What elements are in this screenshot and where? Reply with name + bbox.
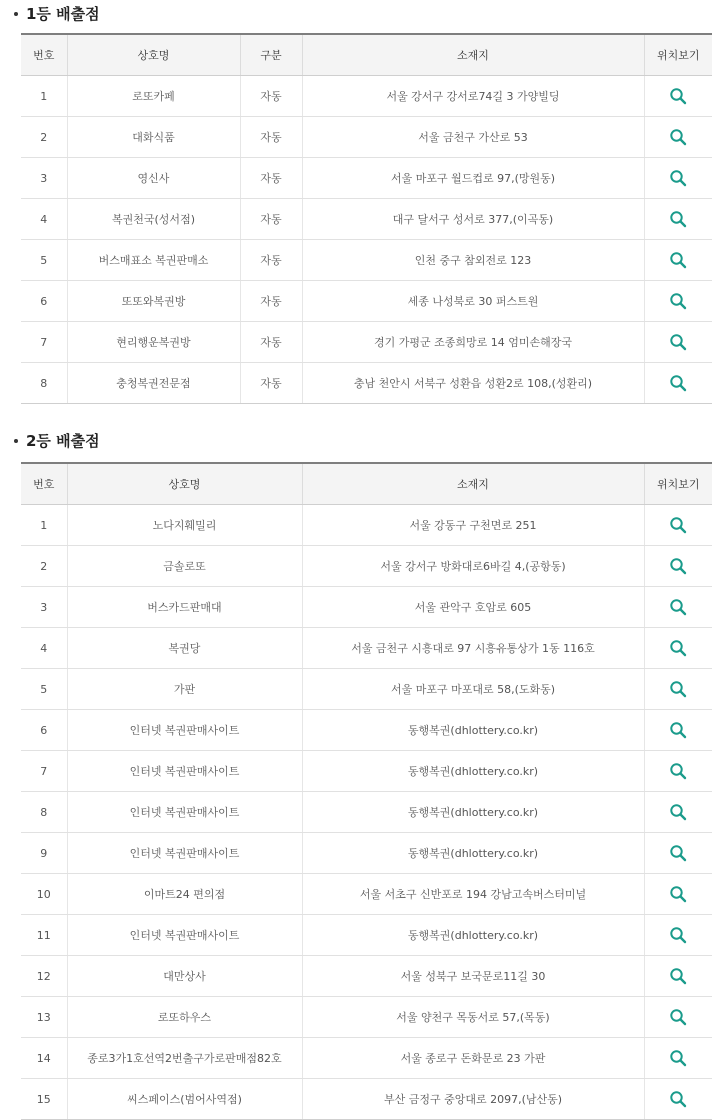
cell-location [644, 1079, 712, 1120]
table-row [21, 915, 712, 956]
cell-address: 인천 중구 참외전로 123 [302, 240, 644, 281]
table-header-row [21, 34, 712, 76]
header-address: 소재지 [302, 463, 644, 505]
cell-name: 인터넷 복권판매사이트 [67, 792, 302, 833]
cell-name: 버스매표소 복권판매소 [67, 240, 240, 281]
cell-no: 1 [21, 505, 67, 546]
cell-no: 4 [21, 199, 67, 240]
cell-name: 인터넷 복권판매사이트 [67, 751, 302, 792]
cell-location [644, 751, 712, 792]
cell-address: 서울 마포구 마포대로 58,(도화동) [302, 669, 644, 710]
cell-address: 서울 관악구 호암로 605 [302, 587, 644, 628]
table-row [21, 117, 712, 158]
cell-name: 인터넷 복권판매사이트 [67, 710, 302, 751]
header-no: 번호 [21, 463, 67, 505]
table-row [21, 792, 712, 833]
cell-type: 자동 [240, 76, 302, 117]
cell-address: 동행복권(dhlottery.co.kr) [302, 751, 644, 792]
cell-address: 서울 강동구 구천면로 251 [302, 505, 644, 546]
search-icon[interactable] [669, 885, 687, 903]
table-row [21, 76, 712, 117]
cell-location [644, 240, 712, 281]
cell-address: 충남 천안시 서북구 성환읍 성환2로 108,(성환리) [302, 363, 644, 404]
cell-type: 자동 [240, 281, 302, 322]
table-row [21, 322, 712, 363]
search-icon[interactable] [669, 598, 687, 616]
cell-name: 로또카페 [67, 76, 240, 117]
cell-type: 자동 [240, 240, 302, 281]
cell-address: 서울 양천구 목동서로 57,(목동) [302, 997, 644, 1038]
cell-no: 14 [21, 1038, 67, 1079]
second-prize-table [21, 462, 712, 1120]
cell-address: 서울 서초구 신반포로 194 강남고속버스터미널 [302, 874, 644, 915]
search-icon[interactable] [669, 1008, 687, 1026]
cell-location [644, 628, 712, 669]
search-icon[interactable] [669, 516, 687, 534]
search-icon[interactable] [669, 374, 687, 392]
cell-no: 7 [21, 322, 67, 363]
header-location: 위치보기 [644, 463, 712, 505]
cell-address: 동행복권(dhlottery.co.kr) [302, 792, 644, 833]
table-row [21, 1079, 712, 1120]
cell-no: 2 [21, 546, 67, 587]
cell-location [644, 76, 712, 117]
cell-type: 자동 [240, 363, 302, 404]
table-header-row [21, 463, 712, 505]
search-icon[interactable] [669, 926, 687, 944]
header-type: 구분 [240, 34, 302, 76]
cell-address: 경기 가평군 조종희망로 14 엄미손해장국 [302, 322, 644, 363]
cell-no: 4 [21, 628, 67, 669]
cell-name: 씨스페이스(범어사역점) [67, 1079, 302, 1120]
cell-type: 자동 [240, 322, 302, 363]
table-row [21, 363, 712, 404]
cell-name: 복권당 [67, 628, 302, 669]
cell-address: 동행복권(dhlottery.co.kr) [302, 710, 644, 751]
table-row [21, 874, 712, 915]
cell-name: 또또와복권방 [67, 281, 240, 322]
search-icon[interactable] [669, 557, 687, 575]
cell-no: 7 [21, 751, 67, 792]
cell-no: 8 [21, 792, 67, 833]
table-row [21, 505, 712, 546]
cell-no: 6 [21, 710, 67, 751]
cell-type: 자동 [240, 117, 302, 158]
search-icon[interactable] [669, 762, 687, 780]
cell-location [644, 322, 712, 363]
search-icon[interactable] [669, 210, 687, 228]
section-title-text: 1등 배출점 [26, 5, 100, 23]
cell-type: 자동 [240, 158, 302, 199]
search-icon[interactable] [669, 1049, 687, 1067]
cell-name: 영신사 [67, 158, 240, 199]
cell-name: 대화식품 [67, 117, 240, 158]
header-name: 상호명 [67, 34, 240, 76]
cell-location [644, 158, 712, 199]
cell-address: 서울 종로구 돈화문로 23 가판 [302, 1038, 644, 1079]
header-no: 번호 [21, 34, 67, 76]
cell-no: 5 [21, 240, 67, 281]
cell-no: 3 [21, 158, 67, 199]
section-title-second-prize [14, 430, 100, 451]
table-row [21, 281, 712, 322]
cell-name: 종로3가1호선역2번출구가로판매점82호 [67, 1038, 302, 1079]
table-row [21, 669, 712, 710]
header-location: 위치보기 [644, 34, 712, 76]
table-row [21, 833, 712, 874]
cell-location [644, 874, 712, 915]
cell-address: 서울 마포구 월드컵로 97,(망원동) [302, 158, 644, 199]
cell-location [644, 1038, 712, 1079]
table-row [21, 240, 712, 281]
cell-location [644, 792, 712, 833]
cell-name: 금솔로또 [67, 546, 302, 587]
cell-location [644, 669, 712, 710]
header-name: 상호명 [67, 463, 302, 505]
cell-no: 12 [21, 956, 67, 997]
cell-address: 서울 금천구 시흥대로 97 시흥유통상가 1동 116호 [302, 628, 644, 669]
header-address: 소재지 [302, 34, 644, 76]
cell-address: 서울 금천구 가산로 53 [302, 117, 644, 158]
cell-name: 노다지훼밀리 [67, 505, 302, 546]
cell-no: 5 [21, 669, 67, 710]
bullet-icon [14, 439, 18, 443]
cell-address: 세종 나성북로 30 퍼스트원 [302, 281, 644, 322]
cell-name: 복권천국(성서점) [67, 199, 240, 240]
cell-location [644, 546, 712, 587]
cell-name: 현리행운복권방 [67, 322, 240, 363]
cell-no: 1 [21, 76, 67, 117]
cell-no: 6 [21, 281, 67, 322]
table-row [21, 1038, 712, 1079]
search-icon[interactable] [669, 169, 687, 187]
cell-location [644, 997, 712, 1038]
cell-name: 인터넷 복권판매사이트 [67, 915, 302, 956]
cell-address: 서울 강서구 방화대로6바길 4,(공항동) [302, 546, 644, 587]
first-prize-table [21, 33, 712, 404]
cell-no: 8 [21, 363, 67, 404]
search-icon[interactable] [669, 251, 687, 269]
cell-address: 대구 달서구 성서로 377,(이곡동) [302, 199, 644, 240]
cell-location [644, 833, 712, 874]
cell-name: 대만상사 [67, 956, 302, 997]
cell-no: 9 [21, 833, 67, 874]
cell-no: 3 [21, 587, 67, 628]
cell-name: 로또하우스 [67, 997, 302, 1038]
section-title-first-prize [14, 3, 100, 24]
cell-location [644, 281, 712, 322]
search-icon[interactable] [669, 844, 687, 862]
search-icon[interactable] [669, 1090, 687, 1108]
cell-no: 13 [21, 997, 67, 1038]
cell-name: 인터넷 복권판매사이트 [67, 833, 302, 874]
cell-location [644, 117, 712, 158]
search-icon[interactable] [669, 803, 687, 821]
cell-no: 11 [21, 915, 67, 956]
table-row [21, 710, 712, 751]
table-row [21, 956, 712, 997]
table-row [21, 751, 712, 792]
cell-name: 가판 [67, 669, 302, 710]
table-row [21, 628, 712, 669]
cell-location [644, 363, 712, 404]
cell-address: 동행복권(dhlottery.co.kr) [302, 833, 644, 874]
cell-location [644, 199, 712, 240]
search-icon[interactable] [669, 87, 687, 105]
search-icon[interactable] [669, 680, 687, 698]
cell-name: 충청복권전문점 [67, 363, 240, 404]
section-title-text: 2등 배출점 [26, 432, 100, 450]
table-row [21, 997, 712, 1038]
cell-address: 부산 금정구 중앙대로 2097,(남산동) [302, 1079, 644, 1120]
table-row [21, 158, 712, 199]
table-row [21, 587, 712, 628]
cell-address: 동행복권(dhlottery.co.kr) [302, 915, 644, 956]
cell-location [644, 915, 712, 956]
cell-address: 서울 성북구 보국문로11길 30 [302, 956, 644, 997]
cell-location [644, 956, 712, 997]
search-icon[interactable] [669, 721, 687, 739]
search-icon[interactable] [669, 128, 687, 146]
cell-no: 2 [21, 117, 67, 158]
cell-no: 15 [21, 1079, 67, 1120]
cell-location [644, 587, 712, 628]
bullet-icon [14, 12, 18, 16]
cell-name: 버스카드판매대 [67, 587, 302, 628]
cell-location [644, 505, 712, 546]
search-icon[interactable] [669, 292, 687, 310]
cell-address: 서울 강서구 강서로74길 3 가양빌딩 [302, 76, 644, 117]
cell-no: 10 [21, 874, 67, 915]
cell-type: 자동 [240, 199, 302, 240]
search-icon[interactable] [669, 639, 687, 657]
search-icon[interactable] [669, 967, 687, 985]
search-icon[interactable] [669, 333, 687, 351]
table-row [21, 199, 712, 240]
table-row [21, 546, 712, 587]
cell-name: 이마트24 편의점 [67, 874, 302, 915]
cell-location [644, 710, 712, 751]
